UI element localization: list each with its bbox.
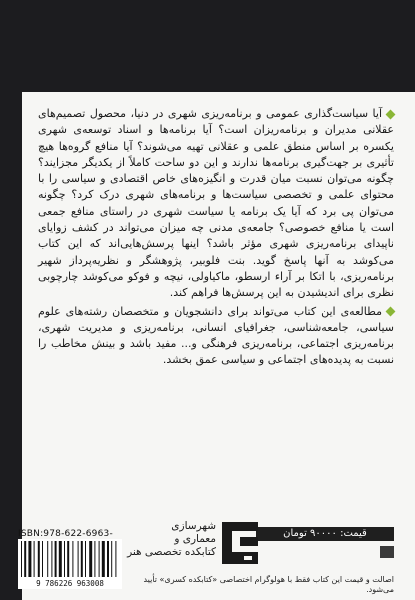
left-dark-spine	[0, 92, 22, 600]
publisher-name	[122, 520, 216, 559]
top-dark-band	[0, 0, 415, 92]
publisher-line-2: معماری و	[174, 533, 216, 545]
paragraph-1	[38, 106, 394, 302]
diamond-bullet-icon	[386, 109, 396, 119]
price-code-box	[380, 546, 394, 558]
paragraph-2-text: مطالعه‌ی این کتاب می‌تواند برای دانشجویان و متخصصان رشته‌های علوم سیاسی، جامعه‌شناسی، جغرافیای انسانی، برنامه‌ریزی و مدیریت شهری، برنامه‌ریزی اجتماعی، برنامه‌ریزی فرهنگی و... مفید باشد و بینش مخاطب را نسبت به پدیده‌های اجتماعی و سیاسی عمق بخشد.	[38, 304, 394, 367]
isbn-label: ISBN:978-622-6963-	[18, 529, 113, 539]
paragraph-2	[38, 304, 394, 369]
diamond-bullet-icon	[386, 307, 396, 317]
publisher-line-3: کتابکده تخصصی هنر	[127, 546, 216, 558]
paragraph-1-text: آیا سیاست‌گذاری عمومی و برنامه‌ریزی شهری در دنیا، محصول تصمیم‌های عقلانی مدیران و برنامه‌ریزان است؟ آیا برنامه‌ها و اسناد توسعه‌ی شهری یکسره بر اساس منطق علمی و عقلانی تهیه می‌شوند؟ آیا منافع گروه‌ها هیچ تأثیری بر جهت‌گیری برنامه‌ها ندارند و این دو ساحت کاملاً از یکدیگر مجزایند؟ چگونه می‌توان نسبت میان قدرت و انگیزه‌های خاص اقتصادی و سیاسی را با محتوای علمی و تخصصی سیاست‌ها و برنامه‌های شهری درک کرد؟ چگونه می‌توان پی برد که آیا یک برنامه یا سیاست شهری در راستای منافع جمعی است یا منافع خصوصی؟ جامعه‌ی مدنی چه میزان می‌تواند در کشف زوایای ناپیدای برنامه‌ریزی شهری مؤثر باشد؟ اینها پرسش‌هایی‌اند که این کتاب می‌کوشد به آنها پاسخ گوید. بنت فلوبیر، پژوهشگر و نظریه‌پرداز شهیر برنامه‌ریزی، با اتکا بر آراء ارسطو، ماکیاولی، نیچه و فوکو می‌کوشد چارچوبی نظری برای اندیشیدن به این پرسش‌ها فراهم کند.	[38, 107, 394, 300]
barcode-digits: 9 786226 963008	[36, 579, 104, 588]
publisher-logo	[218, 518, 264, 568]
back-cover-text	[38, 106, 394, 371]
isbn-barcode	[18, 539, 122, 589]
price-sticker: قیمت: ۹۰۰۰۰ تومان	[256, 527, 394, 541]
footer-hologram-note: اصالت و قیمت این کتاب فقط با هولوگرام اختصاصی «کتابکده کسری» تأیید می‌شود.	[143, 575, 394, 594]
publisher-line-1: شهرسازی	[171, 520, 216, 532]
